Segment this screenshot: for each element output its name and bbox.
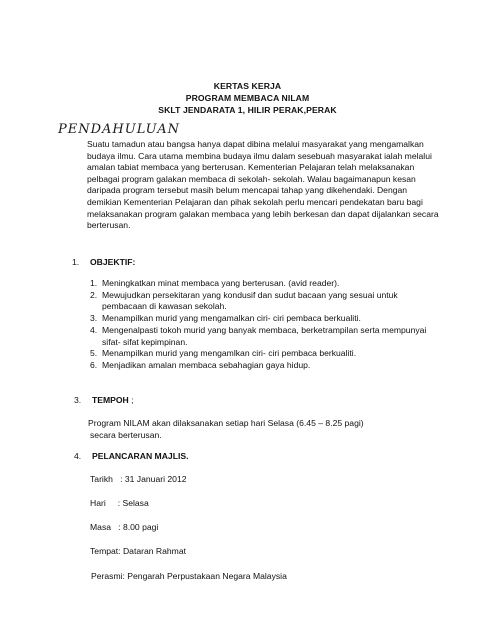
pendahuluan-heading: PENDAHULUAN [58,122,180,137]
header-title: KERTAS KERJA [213,81,282,91]
tempoh-heading: 3. TEMPOH ; [74,395,134,405]
pelancaran-masa: Masa : 8.00 pagi [90,522,159,532]
list-item: 4. Mengenalpasti tokoh murid yang banyak membaca, berketrampilan serta mempunyai sifat- sifat kepimpinan. [90,324,427,347]
objektif-heading [72,257,135,267]
tempoh-number: 3. [74,395,82,405]
pendahuluan-paragraph: Suatu tamadun atau bangsa hanya dapat dibina melalui masyarakat yang mengamalkan budaya ilmu. Cara utama membina budaya ilmu dalam sesebuah masyarakat ialah melalui amalan tabiat membaca yang berterusan. Kementerian Pelajaran telah melaksanakan pelbagai program galakan membaca di sekolah- sekolah. Walau bagaimanapun kesan daripada program tersebut masih belum mencapai tahap yang dikehendaki. Dengan demikian Kementerian Pelajaran dan pihak sekolah perlu mencari pendekatan baru bagi melaksanakan program galakan membaca yang lebih berkesan dan dapat dijalankan secara berterusan. [87,139,439,231]
list-item: 2. Mewujudkan persekitaran yang kondusif dan sudut bacaan yang sesuai untuk pembacaan di kawasan sekolah. [90,289,398,312]
pelancaran-hari: Hari : Selasa [90,498,149,508]
tempoh-line-1: Program NILAM akan dilaksanakan setiap hari Selasa (6.45 – 8.25 pagi) [88,418,364,428]
pelancaran-title: PELANCARAN MAJLIS [92,451,187,461]
pelancaran-heading: 4. PELANCARAN MAJLIS. [74,451,189,461]
pelancaran-number: 4. [74,451,82,461]
list-item: 1. Meningkatkan minat membaca yang berterusan. (avid reader). [90,278,340,288]
header-program: PROGRAM MEMBACA NILAM [185,93,310,103]
header-school: SKLT JENDARATA 1, HILIR PERAK,PERAK [158,105,337,115]
tempoh-title: TEMPOH [92,395,129,405]
objektif-number: 1. [72,257,80,267]
list-item: 3. Menampilkan murid yang mengamalkan ciri- ciri pembaca berkualiti. [90,313,361,324]
tempoh-line-2: secara berterusan. [90,430,162,440]
pelancaran-tarikh: Tarikh : 31 Januari 2012 [90,474,187,484]
list-item: 5. Menampilkan murid yang mengamlkan ciri- ciri pembaca berkualiti. [90,348,357,359]
pelancaran-tempat: Tempat: Dataran Rahmat [90,546,187,556]
objektif-title: OBJEKTIF: [90,257,136,267]
list-item: 6. Menjadikan amalan membaca sebahagian gaya hidup. [90,359,311,370]
pelancaran-perasmi: Perasmi: Pengarah Perpustakaan Negara Malaysia [91,571,287,581]
objektif-list [90,278,435,372]
